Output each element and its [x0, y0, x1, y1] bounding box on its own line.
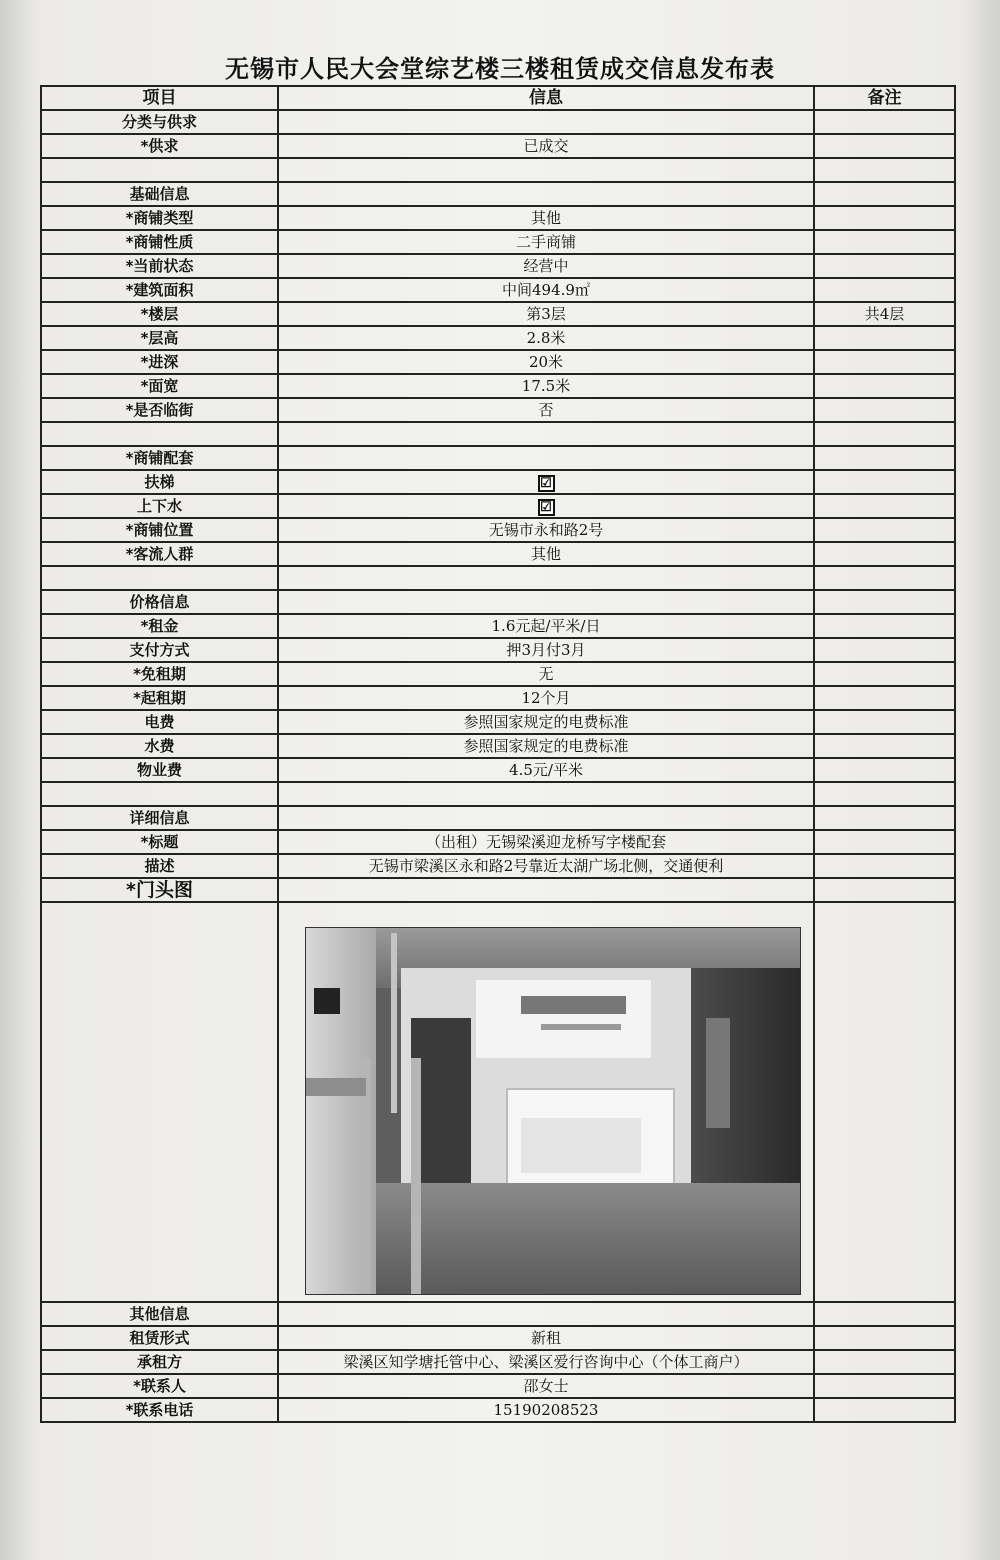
label-floor: *楼层 [41, 302, 278, 326]
table-row [41, 494, 955, 518]
value-location: 无锡市永和路2号 [278, 518, 814, 542]
table-row [41, 1326, 955, 1350]
value-description: 无锡市梁溪区永和路2号靠近太湖广场北侧，交通便利 [278, 854, 814, 878]
table-row [41, 806, 955, 830]
table-header-row [41, 86, 955, 110]
value-width: 17.5米 [278, 374, 814, 398]
label-escalator: 扶梯 [41, 470, 278, 494]
header-remark: 备注 [814, 86, 955, 110]
label-status: *当前状态 [41, 254, 278, 278]
section-basic: 基础信息 [41, 182, 278, 206]
value-shop-nature: 二手商铺 [278, 230, 814, 254]
table-row [41, 134, 955, 158]
label-min-period: *起租期 [41, 686, 278, 710]
table-row [41, 1350, 955, 1374]
header-info: 信息 [278, 86, 814, 110]
label-rent: *租金 [41, 614, 278, 638]
table-row [41, 710, 955, 734]
escalator-checkbox-icon: ☑ [538, 475, 555, 492]
label-lease-type: 租赁形式 [41, 1326, 278, 1350]
table-row [41, 1398, 955, 1422]
table-row [41, 566, 955, 590]
table-row [41, 1302, 955, 1326]
label-shop-nature: *商铺性质 [41, 230, 278, 254]
value-property-fee: 4.5元/平米 [278, 758, 814, 782]
table-row [41, 470, 955, 494]
value-min-period: 12个月 [278, 686, 814, 710]
value-water-fee: 参照国家规定的电费标准 [278, 734, 814, 758]
label-area: *建筑面积 [41, 278, 278, 302]
table-row [41, 830, 955, 854]
value-headline: （出租）无锡梁溪迎龙桥写字楼配套 [278, 830, 814, 854]
section-category: 分类与供求 [41, 110, 278, 134]
table-row [41, 638, 955, 662]
label-crowd: *客流人群 [41, 542, 278, 566]
label-tenant: 承租方 [41, 1350, 278, 1374]
header-item: 项目 [41, 86, 278, 110]
label-property-fee: 物业费 [41, 758, 278, 782]
table-row [41, 590, 955, 614]
label-door-photo: *门头图 [41, 878, 278, 902]
value-street: 否 [278, 398, 814, 422]
value-payment: 押3月付3月 [278, 638, 814, 662]
table-row [41, 422, 955, 446]
table-row [41, 542, 955, 566]
label-payment: 支付方式 [41, 638, 278, 662]
info-table [40, 85, 956, 1423]
value-floor: 第3层 [278, 302, 814, 326]
section-detail: 详细信息 [41, 806, 278, 830]
value-rent: 1.6元起/平米/日 [278, 614, 814, 638]
label-width: *面宽 [41, 374, 278, 398]
value-supply: 已成交 [278, 134, 814, 158]
storefront-photo [305, 927, 801, 1295]
remark-floor: 共4层 [814, 302, 955, 326]
value-shop-type: 其他 [278, 206, 814, 230]
label-depth: *进深 [41, 350, 278, 374]
table-row [41, 230, 955, 254]
table-row [41, 518, 955, 542]
table-row [41, 686, 955, 710]
value-tenant: 梁溪区知学塘托管中心、梁溪区爱行咨询中心（个体工商户） [278, 1350, 814, 1374]
value-crowd: 其他 [278, 542, 814, 566]
table-row [41, 614, 955, 638]
table-row [41, 662, 955, 686]
table-row [41, 206, 955, 230]
label-street: *是否临街 [41, 398, 278, 422]
value-contact: 邵女士 [278, 1374, 814, 1398]
table-row [41, 278, 955, 302]
label-height: *层高 [41, 326, 278, 350]
table-row [41, 302, 955, 326]
table-row [41, 374, 955, 398]
label-headline: *标题 [41, 830, 278, 854]
label-water-fee: 水费 [41, 734, 278, 758]
label-supply: *供求 [41, 134, 278, 158]
table-row [41, 782, 955, 806]
table-row [41, 1374, 955, 1398]
table-row [41, 182, 955, 206]
table-row [41, 254, 955, 278]
table-row [41, 158, 955, 182]
table-row [41, 854, 955, 878]
section-facilities: *商铺配套 [41, 446, 278, 470]
value-electricity: 参照国家规定的电费标准 [278, 710, 814, 734]
value-depth: 20米 [278, 350, 814, 374]
label-shop-type: *商铺类型 [41, 206, 278, 230]
table-row [41, 446, 955, 470]
value-free-period: 无 [278, 662, 814, 686]
table-row [41, 110, 955, 134]
photo-row [41, 902, 955, 1302]
table-row [41, 734, 955, 758]
label-electricity: 电费 [41, 710, 278, 734]
label-location: *商铺位置 [41, 518, 278, 542]
label-description: 描述 [41, 854, 278, 878]
value-area: 中间494.9㎡ [278, 278, 814, 302]
label-water: 上下水 [41, 494, 278, 518]
value-phone: 15190208523 [278, 1398, 814, 1422]
table-row [41, 326, 955, 350]
water-checkbox-icon: ☑ [538, 499, 555, 516]
value-lease-type: 新租 [278, 1326, 814, 1350]
label-free-period: *免租期 [41, 662, 278, 686]
table-row [41, 350, 955, 374]
section-other: 其他信息 [41, 1302, 278, 1326]
value-status: 经营中 [278, 254, 814, 278]
table-row [41, 398, 955, 422]
label-contact: *联系人 [41, 1374, 278, 1398]
table-row [41, 878, 955, 902]
label-phone: *联系电话 [41, 1398, 278, 1422]
section-price: 价格信息 [41, 590, 278, 614]
value-height: 2.8米 [278, 326, 814, 350]
table-row [41, 758, 955, 782]
document-title: 无锡市人民大会堂综艺楼三楼租赁成交信息发布表 [225, 55, 775, 83]
